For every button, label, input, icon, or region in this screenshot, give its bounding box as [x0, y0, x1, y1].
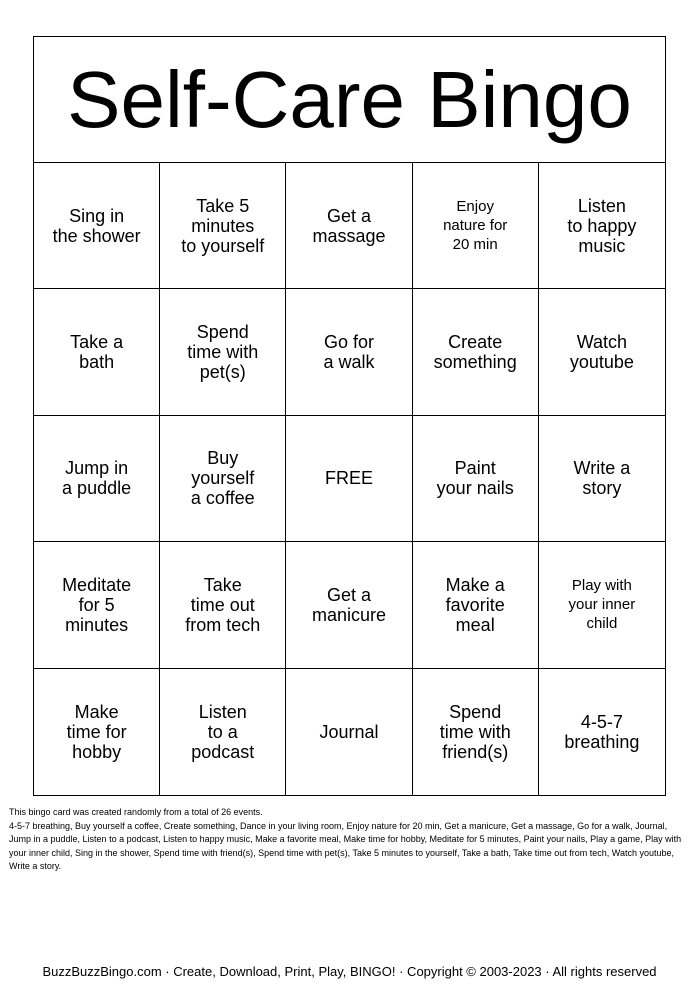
bingo-cell: Create something — [413, 289, 539, 415]
bingo-cell: Meditate for 5 minutes — [34, 542, 160, 668]
bingo-cell: Take a bath — [34, 289, 160, 415]
bingo-cell: Get a massage — [286, 163, 412, 289]
bingo-cell: Spend time with friend(s) — [413, 669, 539, 795]
bingo-cell: Watch youtube — [539, 289, 665, 415]
bingo-cell: Listen to happy music — [539, 163, 665, 289]
card-description — [9, 806, 691, 874]
bingo-cell: Write a story — [539, 416, 665, 542]
description-summary: This bingo card was created randomly from a total of 26 events. — [9, 807, 263, 817]
bingo-cell: Enjoy nature for 20 min — [413, 163, 539, 289]
card-title: Self-Care Bingo — [34, 37, 665, 163]
bingo-cell: Take 5 minutes to yourself — [160, 163, 286, 289]
bingo-cell: Jump in a puddle — [34, 416, 160, 542]
bingo-cell: Go for a walk — [286, 289, 412, 415]
bingo-cell: Sing in the shower — [34, 163, 160, 289]
description-event-list: 4-5-7 breathing, Buy yourself a coffee, Create something, Dance in your living room, Enjoy nature for 20 min, Get a manicure, Get a massage, Go for a walk, Journal, Jump in a puddle, Listen to a podcast, Listen to happy music, Make a favorite meal, Make time for hobby, Meditate for 5 minutes, Paint your nails, Play a game, Play with your inner child, Sing in the shower, Spend time with friend(s), Spend time with pet(s), Take 5 minutes to yourself, Take a bath, Take time out from tech, Watch youtube, Write a story. — [9, 820, 682, 871]
bingo-cell: 4-5-7 breathing — [564, 711, 640, 752]
bingo-cell: Paint your nails — [413, 416, 539, 542]
bingo-cell: Take time out from tech — [160, 542, 286, 668]
bingo-cell: Make time for hobby — [34, 669, 160, 795]
bingo-cell: Listen to a podcast — [160, 669, 286, 795]
bingo-cell: Buy yourself a coffee — [160, 416, 286, 542]
bingo-cell: Make a favorite meal — [413, 542, 539, 668]
site-footer: BuzzBuzzBingo.com · Create, Download, Print, Play, BINGO! · Copyright © 2003-2023 · All rights reserved — [42, 964, 657, 979]
bingo-cell: Journal — [286, 669, 412, 795]
bingo-cell: FREE — [286, 416, 412, 542]
bingo-card — [33, 36, 666, 796]
bingo-grid — [34, 163, 665, 795]
bingo-cell: Get a manicure — [286, 542, 412, 668]
bingo-cell: Spend time with pet(s) — [160, 289, 286, 415]
bingo-cell: Play with your inner child — [539, 542, 665, 668]
